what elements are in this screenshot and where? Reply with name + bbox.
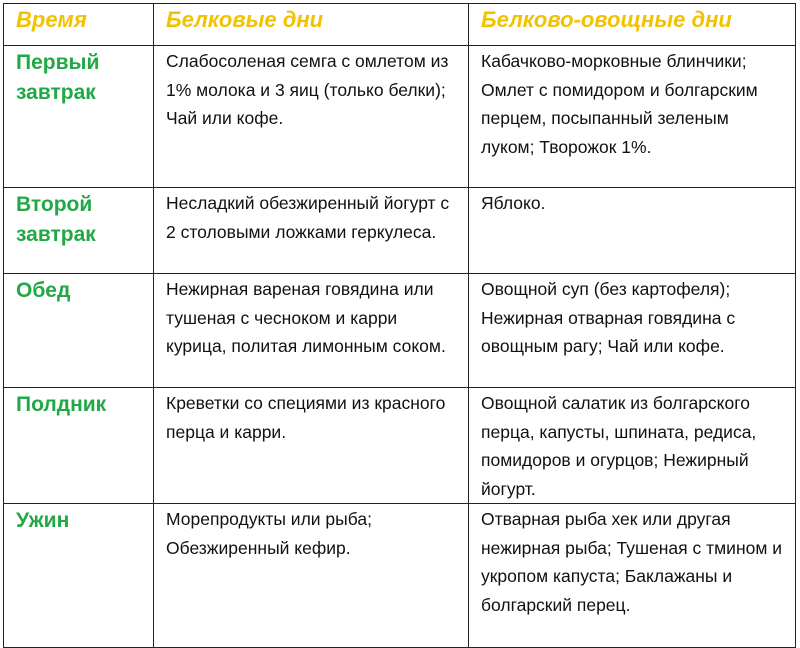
protein-day-meal: Морепродукты или рыба; Обезжиренный кефир. [154, 504, 469, 648]
protein-vegetable-day-meal: Отварная рыба хек или другая нежирная рыба; Тушеная с тмином и укропом капуста; Баклажаны и болгарский перец. [469, 504, 796, 648]
protein-day-meal: Несладкий обезжиренный йогурт с 2 столовыми ложками геркулеса. [154, 188, 469, 274]
protein-vegetable-day-meal: Яблоко. [469, 188, 796, 274]
protein-day-meal: Нежирная вареная говядина или тушеная с чесноком и карри курица, политая лимонным соком. [154, 274, 469, 388]
header-protein-vegetable-days: Белково-овощные дни [469, 4, 796, 46]
table-row [4, 188, 796, 274]
protein-vegetable-day-meal: Овощной салатик из болгарского перца, капусты, шпината, редиса, помидоров и огурцов; Нежирный йогурт. [469, 388, 796, 504]
meal-time: Обед [4, 274, 154, 388]
table-row [4, 388, 796, 504]
protein-day-meal: Слабосоленая семга с омлетом из 1% молока и 3 яиц (только белки); Чай или кофе. [154, 46, 469, 188]
table-row [4, 504, 796, 648]
header-protein-days: Белковые дни [154, 4, 469, 46]
header-time: Время [4, 4, 154, 46]
meal-time: Ужин [4, 504, 154, 648]
meal-time: Первый завтрак [4, 46, 154, 188]
header-row [4, 4, 796, 46]
protein-vegetable-day-meal: Овощной суп (без картофеля); Нежирная отварная говядина с овощным рагу; Чай или кофе. [469, 274, 796, 388]
meal-time: Второй завтрак [4, 188, 154, 274]
protein-day-meal: Креветки со специями из красного перца и карри. [154, 388, 469, 504]
protein-vegetable-day-meal: Кабачково-морковные блинчики; Омлет с помидором и болгарским перцем, посыпанный зеленым луком; Творожок 1%. [469, 46, 796, 188]
table-row [4, 274, 796, 388]
table-row [4, 46, 796, 188]
diet-schedule-table [3, 3, 796, 648]
meal-time: Полдник [4, 388, 154, 504]
